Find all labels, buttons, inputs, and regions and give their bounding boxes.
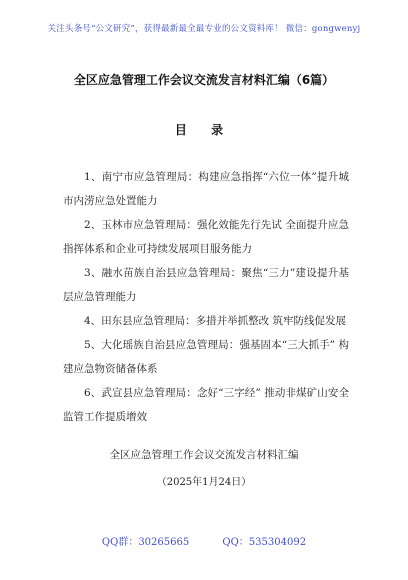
document-title: 全区应急管理工作会议交流发言材料汇编（6篇） <box>73 73 335 87</box>
footer-title: 全区应急管理工作会议交流发言材料汇编 <box>109 449 299 461</box>
toc-item[interactable]: 4、田东县应急管理局：多措并举抓整改 筑牢防线促发展 <box>84 315 347 327</box>
table-of-contents <box>63 165 349 429</box>
toc-item[interactable]: 3、融水苗族自治县应急管理局：聚焦“三力”建设提升基层应急管理能力 <box>63 267 349 303</box>
toc-item[interactable]: 5、大化瑶族自治县应急管理局：强基固本“三大抓手” 构建应急物资储备体系 <box>63 339 349 375</box>
qq-group-number: QQ群：30265665 <box>101 537 190 548</box>
footer-date: （2025年1月24日） <box>156 477 252 488</box>
qq-number: QQ：535304092 <box>222 537 307 548</box>
header-promo-note: 关注头条号“公文研究”，获得最新最全最专业的公文资料库！ 微信：gongwenyj <box>47 24 361 34</box>
toc-item[interactable]: 6、武宣县应急管理局：念好“三字经” 推动非煤矿山安全监管工作提质增效 <box>63 387 349 423</box>
toc-item[interactable]: 1、南宁市应急管理局：构建应急指挥“六位一体”提升城市内涝应急处置能力 <box>63 171 349 207</box>
toc-item[interactable]: 2、玉林市应急管理局：强化效能先行先试 全面提升应急指挥体系和企业可持续发展项目服务能力 <box>63 219 349 255</box>
contact-line <box>0 533 408 548</box>
toc-heading: 目 录 <box>174 123 234 137</box>
